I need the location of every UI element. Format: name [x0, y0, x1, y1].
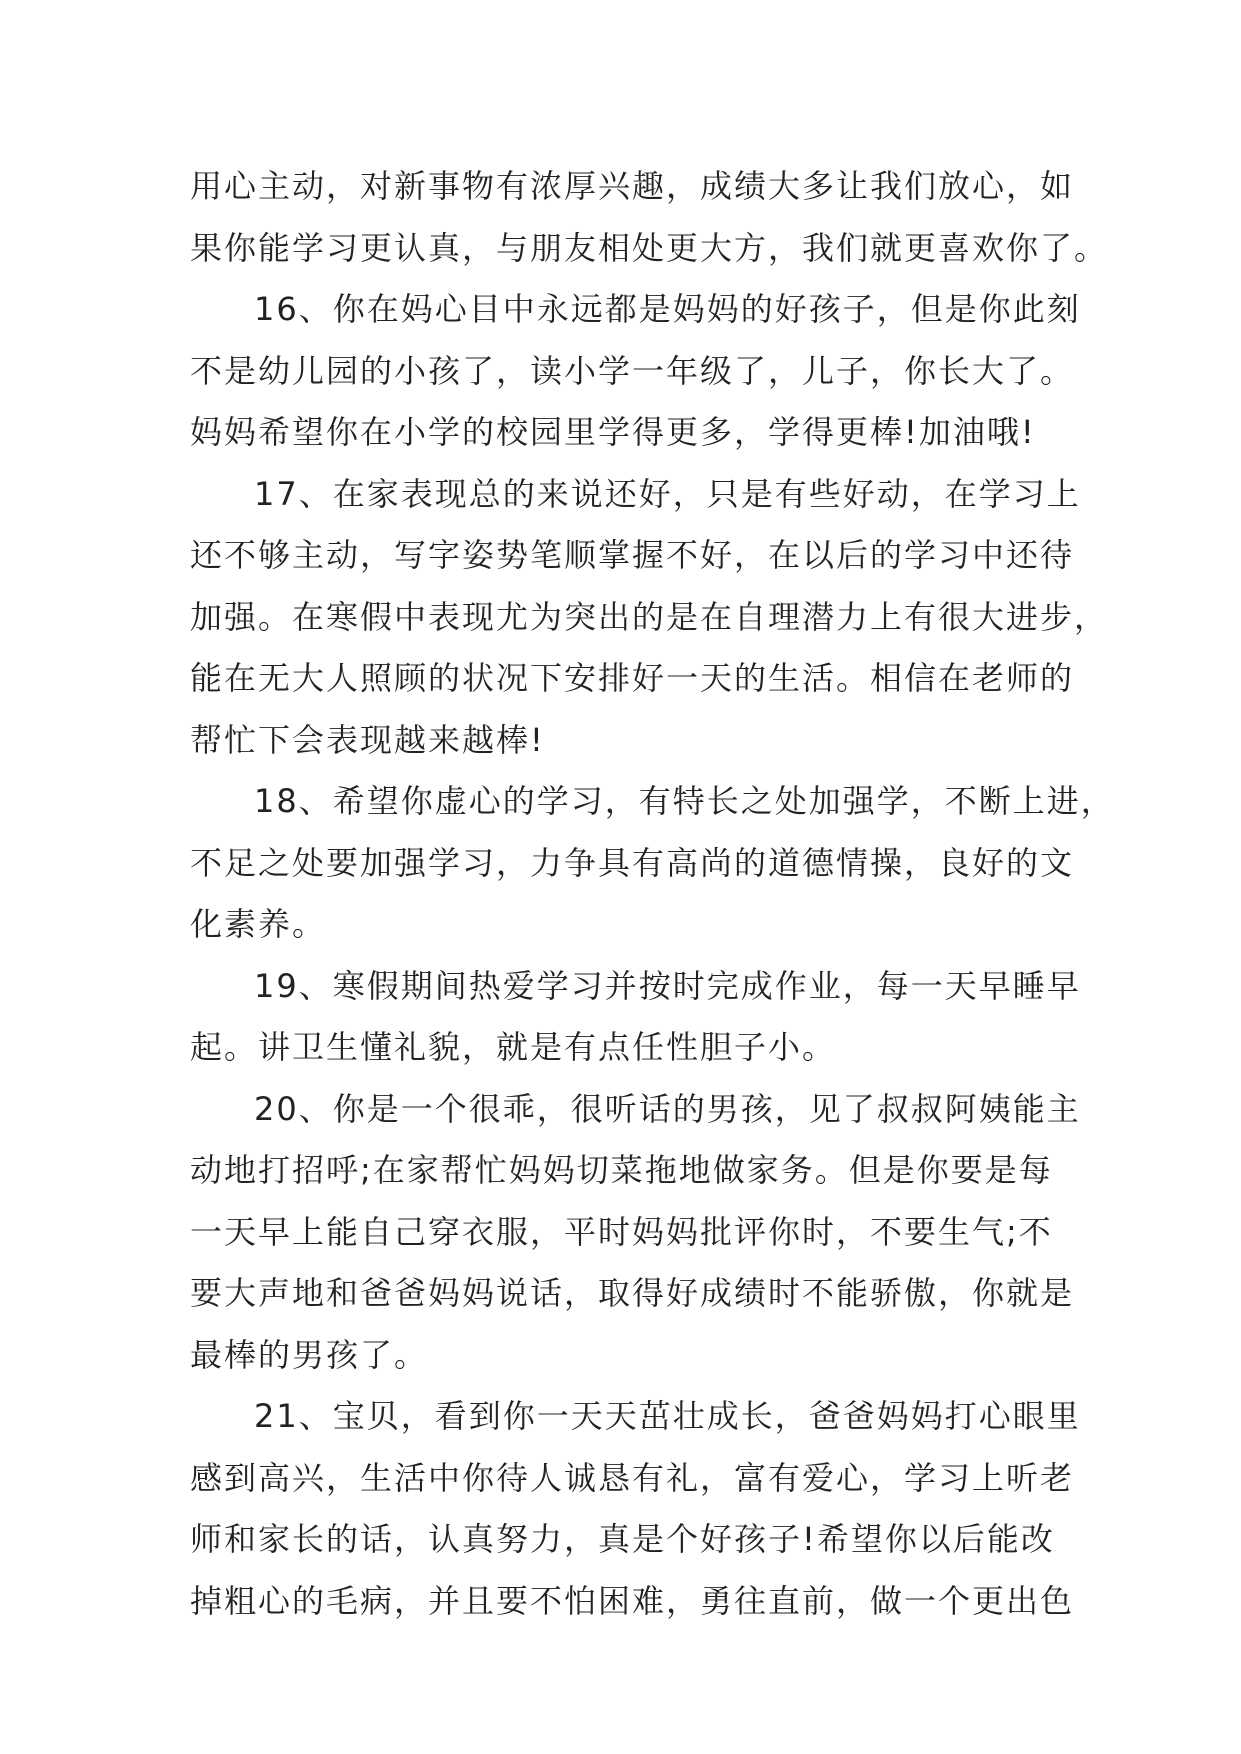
text-line: 20、你是一个很乖，很听话的男孩，见了叔叔阿姨能主: [254, 1089, 1081, 1128]
text-line: 16、你在妈心目中永远都是妈妈的好孩子，但是你此刻: [254, 290, 1081, 328]
text-line: 18、希望你虚心的学习，有特长之处加强学，不断上进，: [254, 782, 1115, 820]
text-line: 动地打招呼;在家帮忙妈妈切菜拖地做家务。但是你要是每: [190, 1151, 1053, 1189]
text-line: 果你能学习更认真，与朋友相处更大方，我们就更喜欢你了。: [190, 228, 1109, 267]
text-line: 要大声地和爸爸妈妈说话，取得好成绩时不能骄傲，你就是: [190, 1274, 1075, 1312]
text-line: 加强。在寒假中表现尤为突出的是在自理潜力上有很大进步，: [190, 597, 1109, 636]
text-line: 一天早上能自己穿衣服，平时妈妈批评你时，不要生气;不: [190, 1212, 1053, 1251]
text-line: 化素养。: [190, 905, 327, 943]
body-text: [190, 156, 1115, 1632]
text-line: 不是幼儿园的小孩了，读小学一年级了，儿子，你长大了。: [190, 351, 1075, 390]
text-line: 帮忙下会表现越来越棒!: [190, 720, 545, 759]
text-line: 师和家长的话，认真努力，真是个好孩子!希望你以后能改: [190, 1520, 1055, 1558]
text-line: 掉粗心的毛病，并且要不怕困难，勇往直前，做一个更出色: [190, 1581, 1075, 1620]
text-line: 不足之处要加强学习，力争具有高尚的道德情操，良好的文: [190, 843, 1075, 882]
text-line: 21、宝贝，看到你一天天茁壮成长，爸爸妈妈打心眼里: [254, 1397, 1081, 1435]
text-line: 妈妈希望你在小学的校园里学得更多，学得更棒!加油哦!: [190, 413, 1036, 451]
text-line: 最棒的男孩了。: [190, 1335, 429, 1374]
text-line: 感到高兴，生活中你待人诚恳有礼，富有爱心，学习上听老: [190, 1458, 1075, 1497]
text-line: 还不够主动，写字姿势笔顺掌握不好，在以后的学习中还待: [190, 536, 1075, 574]
text-line: 能在无大人照顾的状况下安排好一天的生活。相信在老师的: [190, 659, 1075, 697]
text-line: 17、在家表现总的来说还好，只是有些好动，在学习上: [254, 474, 1081, 513]
text-line: 19、寒假期间热爱学习并按时完成作业，每一天早睡早: [254, 966, 1081, 1005]
text-line: 用心主动，对新事物有浓厚兴趣，成绩大多让我们放心，如: [190, 167, 1075, 205]
text-line: 起。讲卫生懂礼貌，就是有点任性胆子小。: [190, 1028, 837, 1066]
